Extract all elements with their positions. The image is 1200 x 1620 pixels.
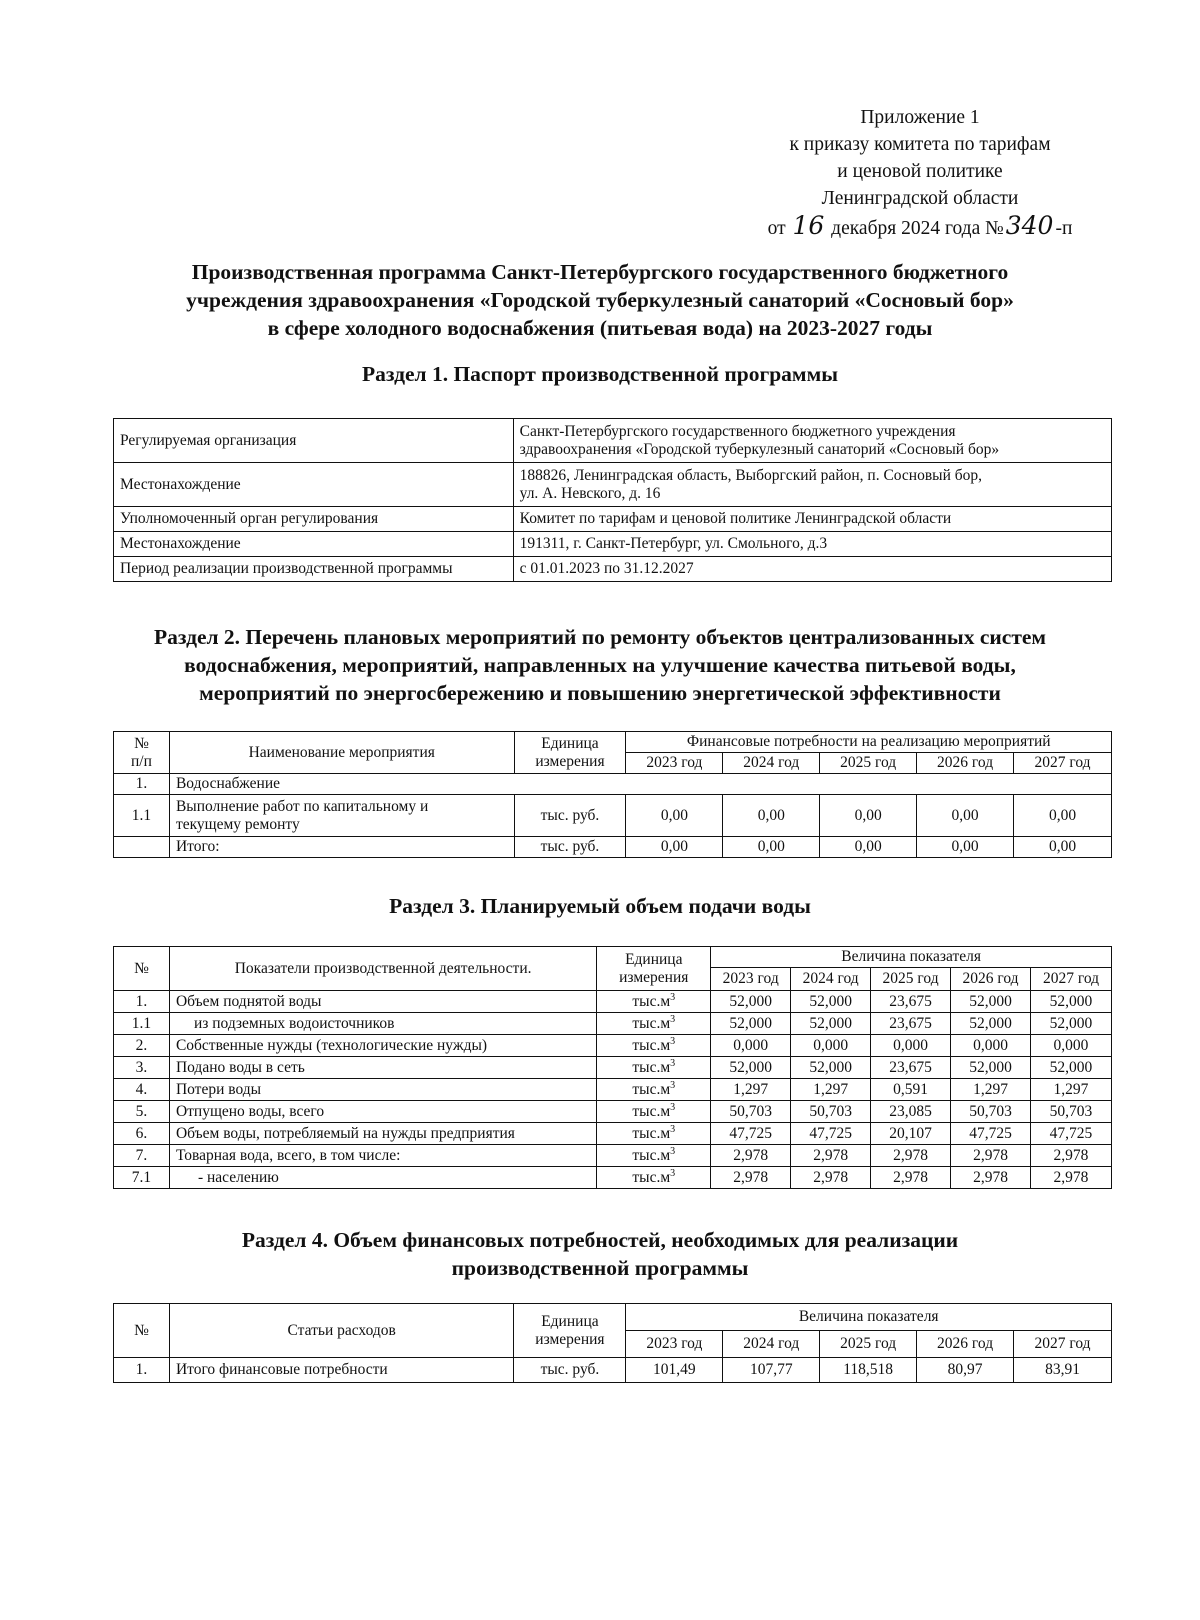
col-header-year: 2026 год	[917, 753, 1014, 774]
row-unit: тыс. руб.	[514, 795, 626, 837]
col-header-year: 2026 год	[951, 968, 1031, 991]
table-row	[114, 1101, 1112, 1123]
col-header-unit: Единица измерения	[597, 947, 711, 991]
unit-exponent: 3	[670, 991, 676, 1003]
row-value: 0,000	[1030, 1035, 1111, 1057]
col-header-year: 2026 год	[917, 1331, 1014, 1358]
col-header-year: 2025 год	[820, 1331, 917, 1358]
row-name: Объем поднятой воды	[169, 991, 596, 1013]
row-value: 52,000	[1030, 1057, 1111, 1079]
col-header-year: 2024 год	[723, 1331, 820, 1358]
appendix-line: к приказу комитета по тарифам	[789, 134, 1051, 155]
row-unit	[597, 1013, 711, 1035]
row-num: 1.	[114, 991, 170, 1013]
row-value: 50,703	[1030, 1101, 1111, 1123]
measures-table	[113, 731, 1112, 858]
date-prefix: от	[767, 218, 786, 239]
row-value: 52,000	[1030, 991, 1111, 1013]
table-row	[114, 1013, 1112, 1035]
row-value: 47,725	[1030, 1123, 1111, 1145]
row-value: 52,000	[791, 1013, 871, 1035]
appendix-line: и ценовой политике	[837, 161, 1003, 182]
financial-needs-table	[113, 1303, 1112, 1383]
appendix-line: Ленинградской области	[821, 188, 1019, 209]
row-num: 3.	[114, 1057, 170, 1079]
row-value: 52,000	[791, 1057, 871, 1079]
row-value: 1,297	[711, 1079, 791, 1101]
row-value: 2,978	[711, 1145, 791, 1167]
col-header-group: Величина показателя	[626, 1304, 1112, 1331]
row-name: Водоснабжение	[169, 774, 1111, 795]
passport-label: Уполномоченный орган регулирования	[114, 507, 514, 532]
row-value: 52,000	[951, 1013, 1031, 1035]
row-value: 50,703	[791, 1101, 871, 1123]
row-name: Потери воды	[169, 1079, 596, 1101]
row-value: 47,725	[951, 1123, 1031, 1145]
row-value: 0,000	[951, 1035, 1031, 1057]
section4-title	[100, 1226, 1100, 1282]
col-header-name: Наименование мероприятия	[169, 732, 514, 774]
col-header-year: 2027 год	[1030, 968, 1111, 991]
col-header-num: № п/п	[114, 732, 170, 774]
row-value: 20,107	[871, 1123, 951, 1145]
row-num: 7.	[114, 1145, 170, 1167]
col-header-year: 2023 год	[711, 968, 791, 991]
main-title-line: учреждения здравоохранения «Городской туберкулезный санаторий «Сосновый бор»	[186, 288, 1014, 312]
row-value: 52,000	[711, 991, 791, 1013]
passport-label: Регулируемая организация	[114, 419, 514, 463]
unit-base: тыс.м	[632, 1146, 671, 1164]
row-unit	[597, 1145, 711, 1167]
unit-exponent: 3	[670, 1167, 676, 1179]
col-header-year: 2023 год	[626, 753, 723, 774]
row-num: 1.1	[114, 795, 170, 837]
table-row	[114, 1057, 1112, 1079]
main-title-line: Производственная программа Санкт-Петербургского государственного бюджетного	[191, 260, 1009, 284]
order-number-handwritten: 340	[1005, 211, 1054, 240]
row-value: 0,00	[917, 837, 1014, 858]
water-supply-table	[113, 946, 1112, 1189]
row-value: 23,675	[871, 1013, 951, 1035]
row-unit	[597, 1035, 711, 1057]
col-header-year: 2025 год	[820, 753, 917, 774]
table-row	[114, 507, 1112, 532]
row-value: 23,675	[871, 1057, 951, 1079]
unit-base: тыс.м	[632, 1102, 671, 1120]
row-value: 1,297	[1030, 1079, 1111, 1101]
passport-value: Комитет по тарифам и ценовой политике Ленинградской области	[513, 507, 1111, 532]
row-value: 52,000	[951, 991, 1031, 1013]
row-value: 101,49	[626, 1358, 723, 1383]
unit-exponent: 3	[670, 1079, 676, 1091]
row-value: 0,00	[626, 795, 723, 837]
row-name: из подземных водоисточников	[169, 1013, 596, 1035]
row-value: 2,978	[951, 1167, 1031, 1189]
row-value: 47,725	[791, 1123, 871, 1145]
row-value: 2,978	[791, 1167, 871, 1189]
appendix-line: Приложение 1	[860, 107, 980, 128]
row-num: 5.	[114, 1101, 170, 1123]
row-num: 4.	[114, 1079, 170, 1101]
row-value: 118,518	[820, 1358, 917, 1383]
row-value: 2,978	[1030, 1145, 1111, 1167]
col-header-year: 2027 год	[1014, 1331, 1112, 1358]
row-value: 0,591	[871, 1079, 951, 1101]
col-header-year: 2023 год	[626, 1331, 723, 1358]
row-unit: тыс. руб.	[514, 837, 626, 858]
row-value: 0,00	[820, 795, 917, 837]
table-row	[114, 419, 1112, 463]
row-name: Собственные нужды (технологические нужды)	[169, 1035, 596, 1057]
row-name: Отпущено воды, всего	[169, 1101, 596, 1123]
row-name: Итого финансовые потребности	[169, 1358, 514, 1383]
passport-label: Местонахождение	[114, 463, 514, 507]
table-row	[114, 463, 1112, 507]
row-value: 0,000	[871, 1035, 951, 1057]
unit-base: тыс.м	[632, 1168, 671, 1186]
row-value: 2,978	[1030, 1167, 1111, 1189]
row-value: 0,00	[820, 837, 917, 858]
unit-exponent: 3	[670, 1035, 676, 1047]
row-value: 80,97	[917, 1358, 1014, 1383]
row-value: 52,000	[791, 991, 871, 1013]
row-unit	[597, 1101, 711, 1123]
row-value: 47,725	[711, 1123, 791, 1145]
table-row	[114, 1358, 1112, 1383]
passport-label: Период реализации производственной программы	[114, 557, 514, 582]
table-row	[114, 837, 1112, 858]
col-header-year: 2024 год	[723, 753, 820, 774]
date-day-handwritten: 16	[792, 211, 825, 240]
row-name: Итого:	[169, 837, 514, 858]
date-mid: декабря 2024 года №	[831, 218, 1004, 239]
table-row	[114, 1145, 1112, 1167]
table-row	[114, 532, 1112, 557]
row-unit	[597, 1167, 711, 1189]
unit-exponent: 3	[670, 1145, 676, 1157]
row-value: 1,297	[951, 1079, 1031, 1101]
col-header-name: Статьи расходов	[169, 1304, 514, 1358]
row-unit	[597, 1057, 711, 1079]
passport-label: Местонахождение	[114, 532, 514, 557]
unit-base: тыс.м	[632, 1080, 671, 1098]
table-row	[114, 1123, 1112, 1145]
section2-title-line: Раздел 2. Перечень плановых мероприятий по ремонту объектов централизованных систем	[153, 625, 1047, 649]
row-name: Объем воды, потребляемый на нужды предприятия	[169, 1123, 596, 1145]
col-header-group: Финансовые потребности на реализацию мероприятий	[626, 732, 1112, 753]
col-header-year: 2027 год	[1014, 753, 1112, 774]
section4-title-line: производственной программы	[451, 1256, 749, 1280]
passport-value: Санкт-Петербургского государственного бюджетного учреждения здравоохранения «Городской туберкулезный санаторий «Сосновый бор»	[513, 419, 1111, 463]
section3-title: Раздел 3. Планируемый объем подачи воды	[389, 894, 811, 918]
row-value: 0,00	[917, 795, 1014, 837]
table-row	[114, 1079, 1112, 1101]
row-num: 1.	[114, 774, 170, 795]
order-suffix: -п	[1055, 218, 1073, 239]
passport-value: с 01.01.2023 по 31.12.2027	[513, 557, 1111, 582]
col-header-name: Показатели производственной деятельности.	[169, 947, 596, 991]
row-value: 52,000	[951, 1057, 1031, 1079]
unit-exponent: 3	[670, 1101, 676, 1113]
row-value: 2,978	[871, 1167, 951, 1189]
row-num: 1.	[114, 1358, 170, 1383]
table-row	[114, 1167, 1112, 1189]
row-num: 2.	[114, 1035, 170, 1057]
col-header-year: 2024 год	[791, 968, 871, 991]
unit-exponent: 3	[670, 1057, 676, 1069]
row-value: 0,00	[723, 837, 820, 858]
table-row	[114, 991, 1112, 1013]
section4-title-line: Раздел 4. Объем финансовых потребностей, необходимых для реализации	[241, 1228, 959, 1252]
table-header-row	[114, 1304, 1112, 1331]
row-value: 0,00	[626, 837, 723, 858]
section2-title	[100, 623, 1100, 707]
col-header-unit: Единица измерения	[514, 732, 626, 774]
unit-base: тыс.м	[632, 992, 671, 1010]
row-value: 107,77	[723, 1358, 820, 1383]
unit-base: тыс.м	[632, 1014, 671, 1032]
row-num: 6.	[114, 1123, 170, 1145]
row-name: Подано воды в сеть	[169, 1057, 596, 1079]
row-value: 2,978	[871, 1145, 951, 1167]
section1-title: Раздел 1. Паспорт производственной программы	[361, 362, 839, 386]
row-value: 52,000	[1030, 1013, 1111, 1035]
table-header-row	[114, 732, 1112, 753]
unit-base: тыс.м	[632, 1036, 671, 1054]
row-value: 50,703	[951, 1101, 1031, 1123]
col-header-year: 2025 год	[871, 968, 951, 991]
table-row	[114, 1035, 1112, 1057]
main-title-line: в сфере холодного водоснабжения (питьевая вода) на 2023-2027 годы	[267, 316, 933, 340]
row-value: 52,000	[711, 1013, 791, 1035]
row-value: 1,297	[791, 1079, 871, 1101]
table-row	[114, 557, 1112, 582]
row-name: Выполнение работ по капитальному и текущему ремонту	[169, 795, 514, 837]
unit-base: тыс.м	[632, 1058, 671, 1076]
table-row	[114, 795, 1112, 837]
unit-exponent: 3	[670, 1013, 676, 1025]
appendix-block	[720, 104, 1120, 242]
row-value: 0,000	[711, 1035, 791, 1057]
row-value: 23,085	[871, 1101, 951, 1123]
unit-base: тыс.м	[632, 1124, 671, 1142]
row-value: 2,978	[711, 1167, 791, 1189]
row-num: 7.1	[114, 1167, 170, 1189]
row-value: 52,000	[711, 1057, 791, 1079]
row-unit	[597, 991, 711, 1013]
row-value: 0,000	[791, 1035, 871, 1057]
row-value: 2,978	[791, 1145, 871, 1167]
col-header-group: Величина показателя	[711, 947, 1112, 968]
unit-exponent: 3	[670, 1123, 676, 1135]
row-num: 1.1	[114, 1013, 170, 1035]
row-value: 2,978	[951, 1145, 1031, 1167]
col-header-num: №	[114, 1304, 170, 1358]
row-num	[114, 837, 170, 858]
col-header-num: №	[114, 947, 170, 991]
row-value: 50,703	[711, 1101, 791, 1123]
row-value: 83,91	[1014, 1358, 1112, 1383]
row-value: 0,00	[1014, 837, 1112, 858]
section2-title-line: мероприятий по энергосбережению и повышению энергетической эффективности	[199, 681, 1001, 705]
section2-title-line: водоснабжения, мероприятий, направленных на улучшение качества питьевой воды,	[184, 653, 1016, 677]
row-unit	[597, 1079, 711, 1101]
passport-table	[113, 418, 1112, 582]
passport-value: 191311, г. Санкт-Петербург, ул. Смольного, д.3	[513, 532, 1111, 557]
order-date-line	[720, 212, 1120, 242]
row-value: 0,00	[1014, 795, 1112, 837]
row-value: 23,675	[871, 991, 951, 1013]
table-row	[114, 774, 1112, 795]
row-value: 0,00	[723, 795, 820, 837]
row-unit	[597, 1123, 711, 1145]
row-name: - населению	[169, 1167, 596, 1189]
col-header-unit: Единица измерения	[514, 1304, 626, 1358]
row-name: Товарная вода, всего, в том числе:	[169, 1145, 596, 1167]
main-title	[100, 258, 1100, 342]
passport-value: 188826, Ленинградская область, Выборгский район, п. Сосновый бор, ул. А. Невского, д. 16	[513, 463, 1111, 507]
row-unit: тыс. руб.	[514, 1358, 626, 1383]
table-header-row	[114, 947, 1112, 968]
water-supply-table-body	[114, 991, 1112, 1189]
